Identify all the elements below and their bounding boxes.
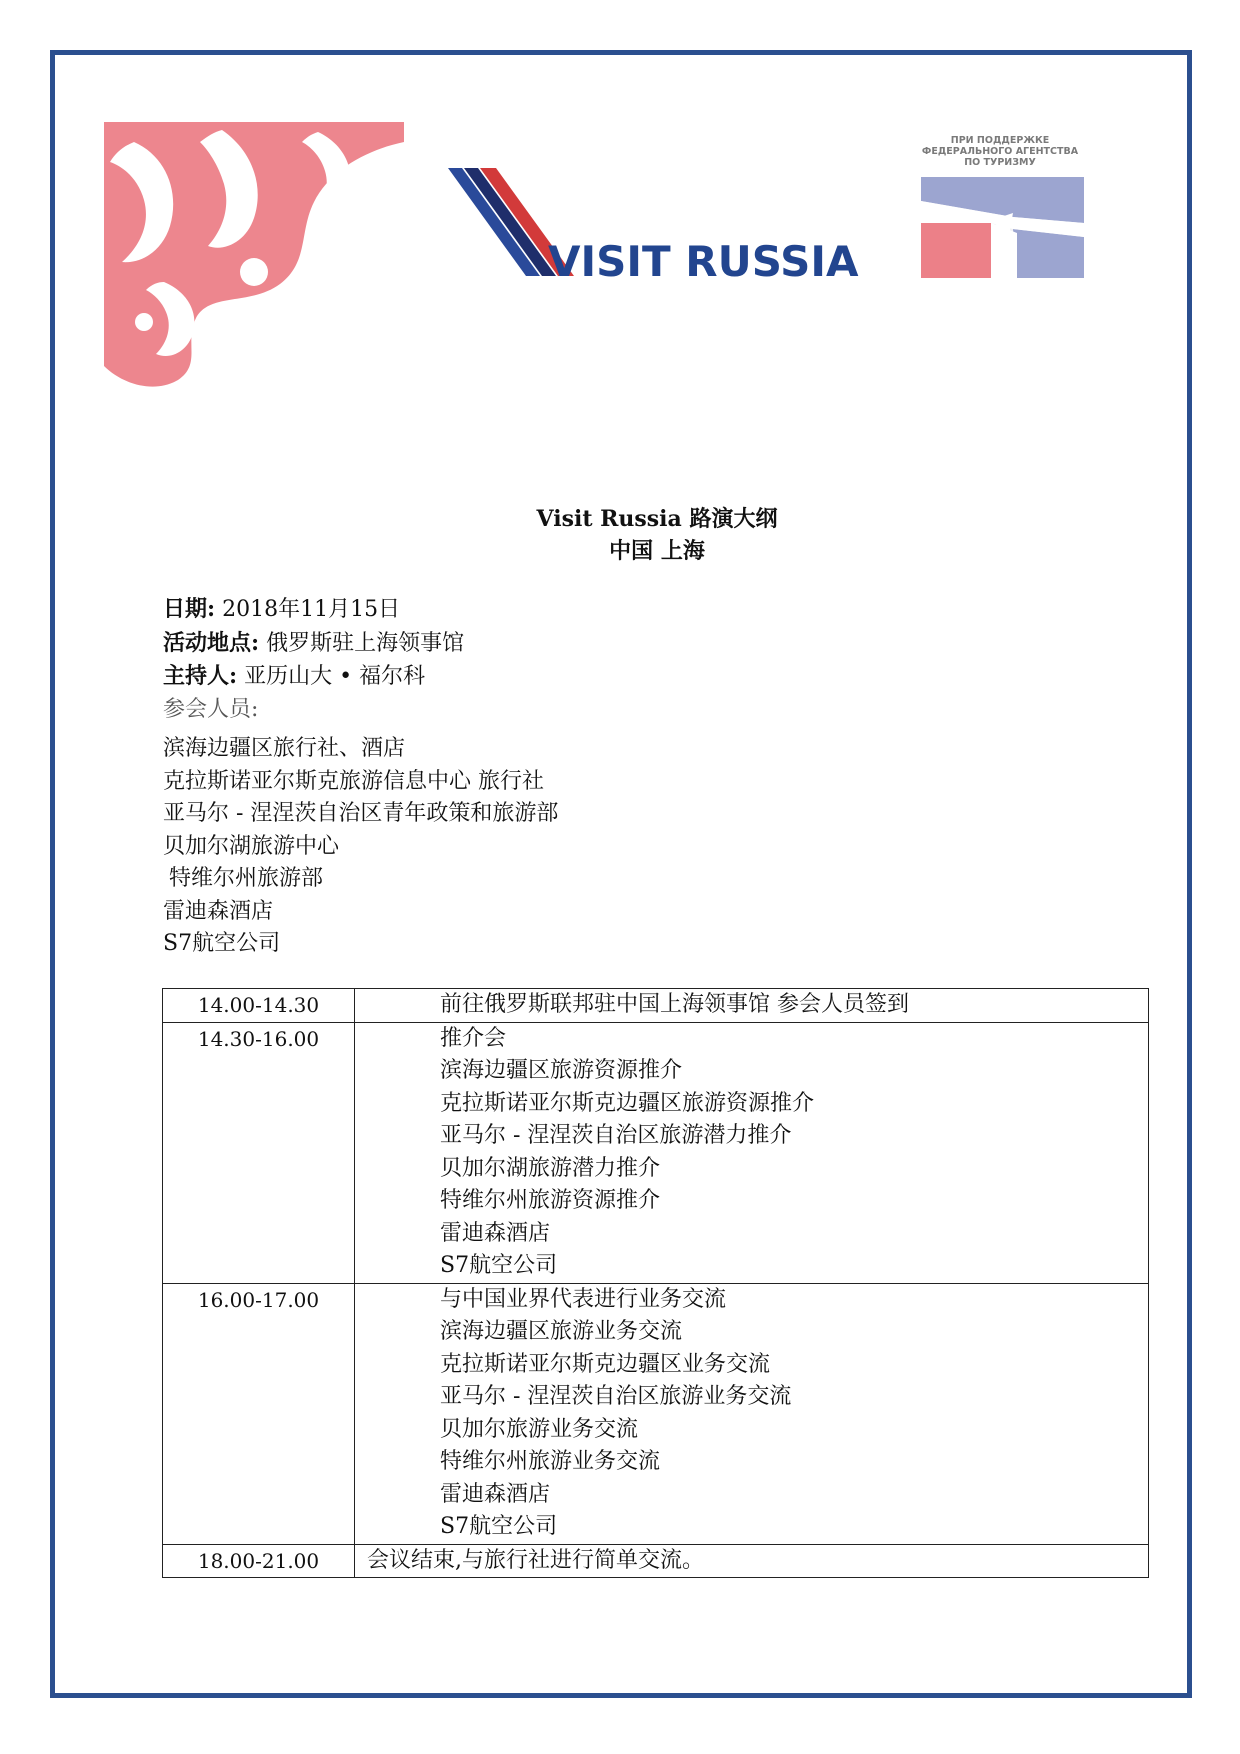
venue-value: 俄罗斯驻上海领事馆 [266,630,465,656]
visit-russia-stripes-icon [448,166,868,281]
time-cell: 18.00-21.00 [163,1544,355,1578]
agenda-item: 滨海边疆区旅游资源推介 [440,1058,683,1083]
table-row [163,1022,1149,1283]
date-row [163,593,464,627]
agenda-item: 会议结束,与旅行社进行简单交流。 [367,1547,704,1573]
venue-label: 活动地点: [163,629,260,656]
participant-item: 雷迪森酒店 [163,898,274,924]
agenda-item: S7航空公司 [440,1514,558,1539]
agenda-item: 贝加尔湖旅游潜力推介 [440,1155,661,1181]
agenda-item: 特维尔州旅游业务交流 [440,1449,661,1474]
agency-caption-line: ПРИ ПОДДЕРЖКЕ [950,135,1050,146]
federal-agency-flag-icon [921,177,1084,278]
agenda-cell [355,1544,1149,1578]
host-row [163,660,464,694]
time-cell: 14.00-14.30 [163,989,355,1023]
agency-caption-line: ПО ТУРИЗМУ [964,157,1036,168]
agenda-item: 雷迪森酒店 [440,1481,551,1507]
participant-item: 克拉斯诺亚尔斯克旅游信息中心 旅行社 [163,768,544,794]
participant-item: 滨海边疆区旅行社、酒店 [163,736,406,761]
agenda-item: 与中国业界代表进行业务交流 [440,1286,727,1312]
time-cell: 14.30-16.00 [163,1022,355,1283]
visit-russia-logo-text: VISIT RUSSIA [548,237,859,281]
participant-list [163,733,558,961]
agenda-item: 滨海边疆区旅游业务交流 [440,1319,683,1344]
agency-caption-line: ФЕДЕРАЛЬНОГО АГЕНТСТВА [921,146,1079,157]
agenda-item: 特维尔州旅游资源推介 [440,1188,661,1213]
title-line: Visit Russia 路演大纲 [536,506,778,532]
table-row [163,989,1149,1023]
floral-ornament-icon [104,122,404,388]
host-label: 主持人: [163,663,238,689]
agenda-item: 贝加尔旅游业务交流 [440,1416,639,1442]
participants-label: 参会人员: [163,696,259,722]
agency-caption [917,135,1083,168]
event-meta [163,593,464,726]
venue-row [163,627,464,661]
host-value: 亚历山大 • 福尔科 [244,664,426,689]
agenda-item: 亚马尔 - 涅涅茨自治区旅游业务交流 [440,1384,792,1409]
agenda-item: 克拉斯诺亚尔斯克边疆区旅游资源推介 [440,1090,815,1116]
participant-item: 特维尔州旅游部 [169,866,324,891]
agenda-item: 亚马尔 - 涅涅茨自治区旅游潜力推介 [440,1123,792,1148]
time-cell: 16.00-17.00 [163,1283,355,1544]
agenda-cell [355,989,1149,1023]
agenda-item: 前往俄罗斯联邦驻中国上海领事馆 参会人员签到 [440,992,909,1017]
table-row [163,1544,1149,1578]
participant-item: 亚马尔 - 涅涅茨自治区青年政策和旅游部 [163,801,559,826]
date-value: 2018年11月15日 [222,597,401,622]
agenda-cell [355,1283,1149,1544]
table-row [163,1283,1149,1544]
agenda-item: 雷迪森酒店 [440,1220,551,1246]
schedule-table [162,988,1149,1578]
title-location: 中国 上海 [609,538,705,564]
agenda-cell [355,1022,1149,1283]
visit-russia-logo [448,166,868,281]
participant-item: S7航空公司 [163,931,281,956]
date-label: 日期: [163,596,216,622]
document-title [0,503,1240,567]
agenda-item: 推介会 [440,1025,507,1051]
agenda-item: 克拉斯诺亚尔斯克边疆区业务交流 [440,1351,771,1377]
agenda-item: S7航空公司 [440,1253,558,1278]
participant-item: 贝加尔湖旅游中心 [163,833,340,859]
